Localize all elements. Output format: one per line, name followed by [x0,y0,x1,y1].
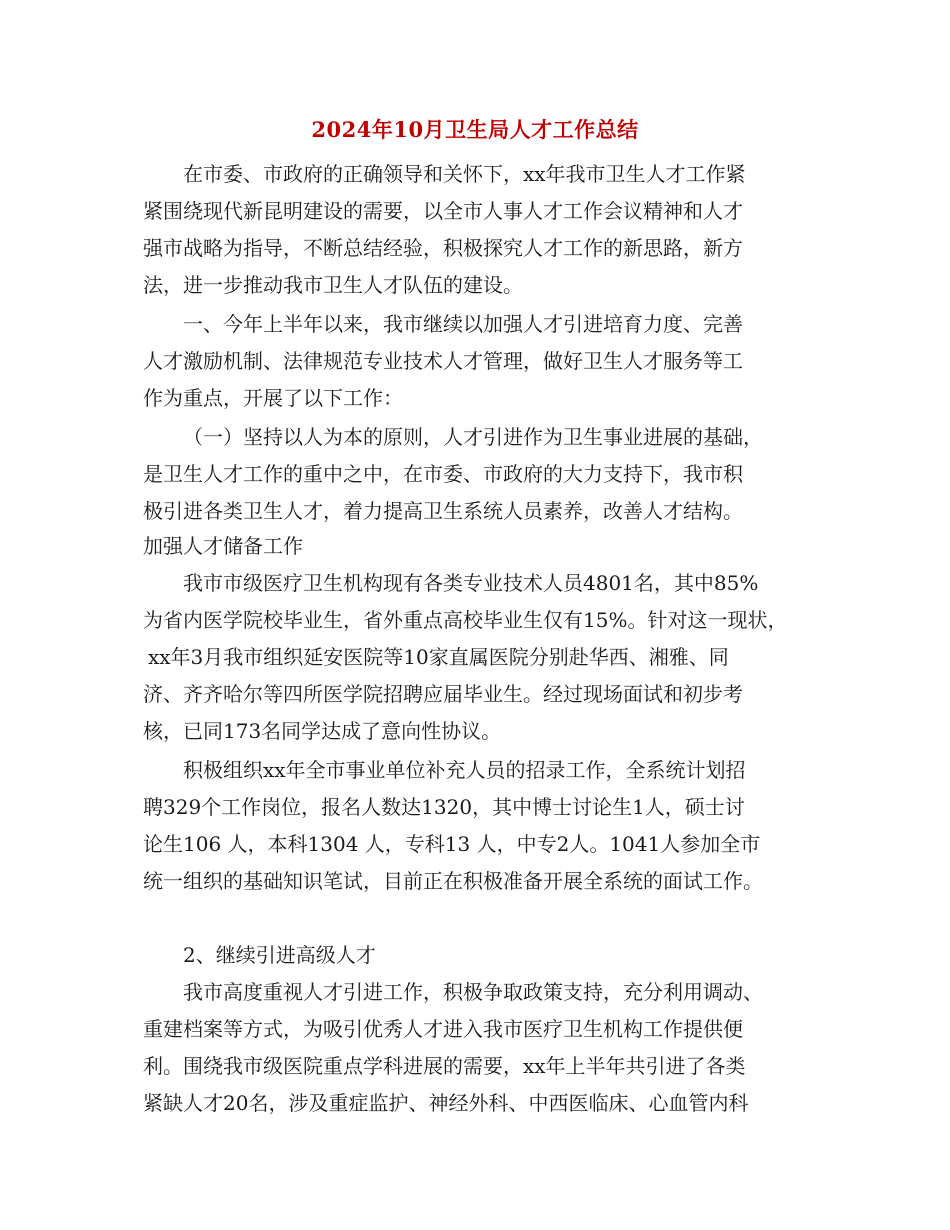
paragraph-line: 积极组织xx年全市事业单位补充人员的招录工作，全系统计划招 [183,758,746,782]
paragraph-line: 在市委、市政府的正确领导和关怀下，xx年我市卫生人才工作紧 [183,162,746,186]
paragraph-line: 法，进一步推动我市卫生人才队伍的建设。 [143,273,523,297]
paragraph-line: 为省内医学院校毕业生，省外重点高校毕业生仅有15%。针对这一现状， [143,608,788,632]
paragraph-line: 核，已同173名同学达成了意向性协议。 [143,719,502,743]
document-title: 2024年10月卫生局人才工作总结 [311,117,639,142]
paragraph-line: 聘329个工作岗位，报名人数达1320，其中博士讨论生1人，硕士讨 [143,795,745,819]
paragraph-line: 极引进各类卫生人才，着力提高卫生系统人员素养，改善人才结构。 [143,499,743,523]
paragraph-line: 作为重点，开展了以下工作： [143,386,403,410]
paragraph-line: 我市市级医疗卫生机构现有各类专业技术人员4801名，其中85% [183,571,759,595]
paragraph-line: 紧缺人才20名，涉及重症监护、神经外科、中西医临床、心血管内科 [143,1091,749,1115]
paragraph-line: xx年3月我市组织延安医院等10家直属医院分别赴华西、湘雅、同 [148,645,729,669]
paragraph-line: 我市高度重视人才引进工作，积极争取政策支持，充分利用调动、 [183,980,763,1004]
paragraph-line: （一）坚持以人为本的原则，人才引进作为卫生事业进展的基础， [183,425,763,449]
section-heading: 加强人才储备工作 [143,534,303,558]
paragraph-line: 人才激励机制、法律规范专业技术人才管理，做好卫生人才服务等工 [143,349,743,373]
paragraph-line: 利。围绕我市级医院重点学科进展的需要，xx年上半年共引进了各类 [143,1054,746,1078]
section-heading: 2、继续引进高级人才 [183,943,376,967]
paragraph-line: 统一组织的基础知识笔试，目前正在积极准备开展全系统的面试工作。 [143,869,763,893]
paragraph-line: 论生106 人，本科1304 人，专科13 人，中专2人。1041人参加全市 [143,832,761,856]
paragraph-line: 一、今年上半年以来，我市继续以加强人才引进培育力度、完善 [183,312,743,336]
paragraph-line: 济、齐齐哈尔等四所医学院招聘应届毕业生。经过现场面试和初步考 [143,682,743,706]
paragraph-line: 强市战略为指导，不断总结经验，积极探究人才工作的新思路，新方 [143,236,743,260]
paragraph-line: 是卫生人才工作的重中之中，在市委、市政府的大力支持下，我市积 [143,462,743,486]
paragraph-line: 紧围绕现代新昆明建设的需要，以全市人事人才工作会议精神和人才 [143,199,743,223]
paragraph-line: 重建档案等方式，为吸引优秀人才进入我市医疗卫生机构工作提供便 [143,1017,743,1041]
